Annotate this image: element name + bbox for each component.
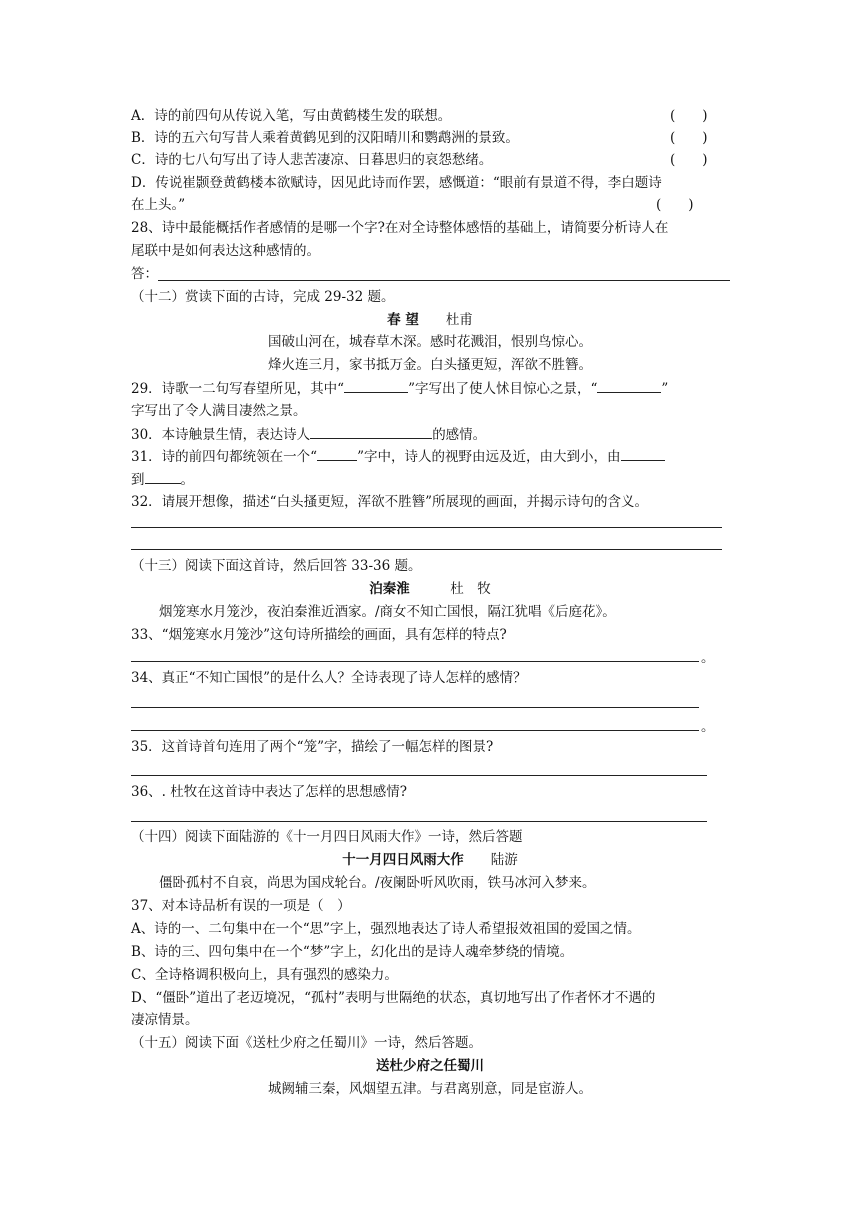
question-28-line1: 28、诗中最能概括作者感情的是哪一个字?在对全诗整体感悟的基础上，请简要分析诗人在 [131,220,669,236]
answer-line[interactable] [131,821,707,822]
poem-text: 城阙辅三秦，风烟望五津。与君离别意，同是宦游人。 [268,1081,592,1097]
question-29-line1: 29．诗歌一二句写春望所见，其中“ ”字写出了使人怵目惊心之景，“ ” [131,378,668,399]
option-d-line1: D．传说崔颢登黄鹤楼本欲赋诗，因见此诗而作罢，感慨道：“眼前有景道不得，李白题诗 [131,175,662,191]
poem-text: 烟笼寒水月笼沙，夜泊秦淮近酒家。/商女不知亡国恨，隔江犹唱《后庭花》。 [159,604,616,620]
section-12-heading: （十二）赏读下面的古诗，完成 29-32 题。 [131,289,395,305]
option-d-line2: 凄凉情景。 [131,1012,199,1028]
poem-author: 杜 牧 [450,581,491,597]
answer-line[interactable] [131,527,722,528]
answer-line[interactable] [131,707,699,708]
option-b: B、诗的三、四句集中在一个“梦”字上，幻化出的是诗人魂牵梦绕的情境。 [131,944,574,960]
section-14-heading: （十四）阅读下面陆游的《十一月四日风雨大作》一诗，然后答题 [131,829,523,845]
question-31-line2: 到 。 [131,469,194,490]
poem-title: 送杜少府之任蜀川 [376,1058,484,1074]
answer-line[interactable] [131,661,699,662]
end-period: 。 [701,650,715,666]
answer-paren: ( ) [656,197,694,213]
question-31-line1: 31．诗的前四句都统领在一个“ ”字中，诗人的视野由远及近，由大到小，由 [131,446,665,467]
question-34: 34、真正“不知亡国恨”的是什么人？全诗表现了诗人怎样的感情？ [131,670,527,686]
section-13-heading: （十三）阅读下面这首诗，然后回答 33-36 题。 [131,558,422,574]
option-a: A、诗的一、二句集中在一个“思”字上，强烈地表达了诗人希望报效祖国的爱国之情。 [131,921,641,937]
option-c: C、全诗格调积极向上，具有强烈的感染力。 [131,967,398,983]
fill-blank[interactable] [310,424,432,439]
question-35: 35．这首诗首句连用了两个“笼”字，描绘了一幅怎样的图景? [131,739,494,755]
answer-paren: ( ) [670,108,708,124]
fill-blank[interactable] [597,378,661,393]
answer-paren: ( ) [670,130,708,146]
fill-blank[interactable] [621,446,665,461]
question-32: 32．请展开想像，描述“白头搔更短，浑欲不胜簪”所展现的画面，并揭示诗句的含义。 [131,494,648,510]
poem-title: 春 望 [387,312,419,328]
question-36: 36、. 杜牧在这首诗中表达了怎样的思想感情? [131,784,407,800]
answer-line[interactable] [158,280,730,281]
option-a: A．诗的前四句从传说入笔，写由黄鹤楼生发的联想。 [131,108,452,124]
poem-title-line [0,310,860,330]
poem-title-line [0,850,860,870]
answer-line[interactable] [131,730,699,731]
answer-paren: ( ) [670,152,708,168]
poem-title: 十一月四日风雨大作 [342,852,464,868]
question-28-line2: 尾联中是如何表达这种感情的。 [131,243,320,259]
question-29-line2: 字写出了令人满目凄然之景。 [131,403,307,419]
poem-author: 杜甫 [445,312,473,328]
answer-line[interactable] [131,549,722,550]
option-d-line1: D、“僵卧”道出了老迈境况，“孤村”表明与世隔绝的状态，真切地写出了作者怀才不遇的 [131,990,656,1006]
question-37: 37、对本诗品析有误的一项是（ ） [131,898,351,914]
question-30: 30．本诗触景生情，表达诗人 的感情。 [131,424,486,445]
fill-blank[interactable] [145,469,181,484]
option-d-line2: 在上头。” [131,197,186,213]
poem-line-1: 国破山河在，城春草木深。感时花溅泪，恨别鸟惊心。 [268,334,592,350]
answer-line[interactable] [131,775,707,776]
poem-line-2: 烽火连三月，家书抵万金。白头搔更短，浑欲不胜簪。 [268,357,592,373]
option-b: B．诗的五六句写昔人乘着黄鹤见到的汉阳晴川和鹦鹉洲的景致。 [131,130,519,146]
answer-label: 答： [131,266,158,282]
fill-blank[interactable] [317,446,357,461]
question-33: 33、“烟笼寒水月笼沙”这句诗所描绘的画面，具有怎样的特点? [131,627,507,643]
section-15-heading: （十五）阅读下面《送杜少府之任蜀川》一诗，然后答题。 [131,1035,482,1051]
end-period: 。 [701,719,715,735]
poem-author: 陆游 [490,852,518,868]
option-c: C．诗的七八句写出了诗人悲苦凄凉、日暮思归的哀怨愁绪。 [131,152,493,168]
poem-text: 僵卧孤村不自哀，尚思为国戍轮台。/夜阑卧听风吹雨，铁马冰河入梦来。 [159,875,596,891]
fill-blank[interactable] [344,378,408,393]
poem-title: 泊秦淮 [369,581,410,597]
poem-title-line [0,579,860,599]
